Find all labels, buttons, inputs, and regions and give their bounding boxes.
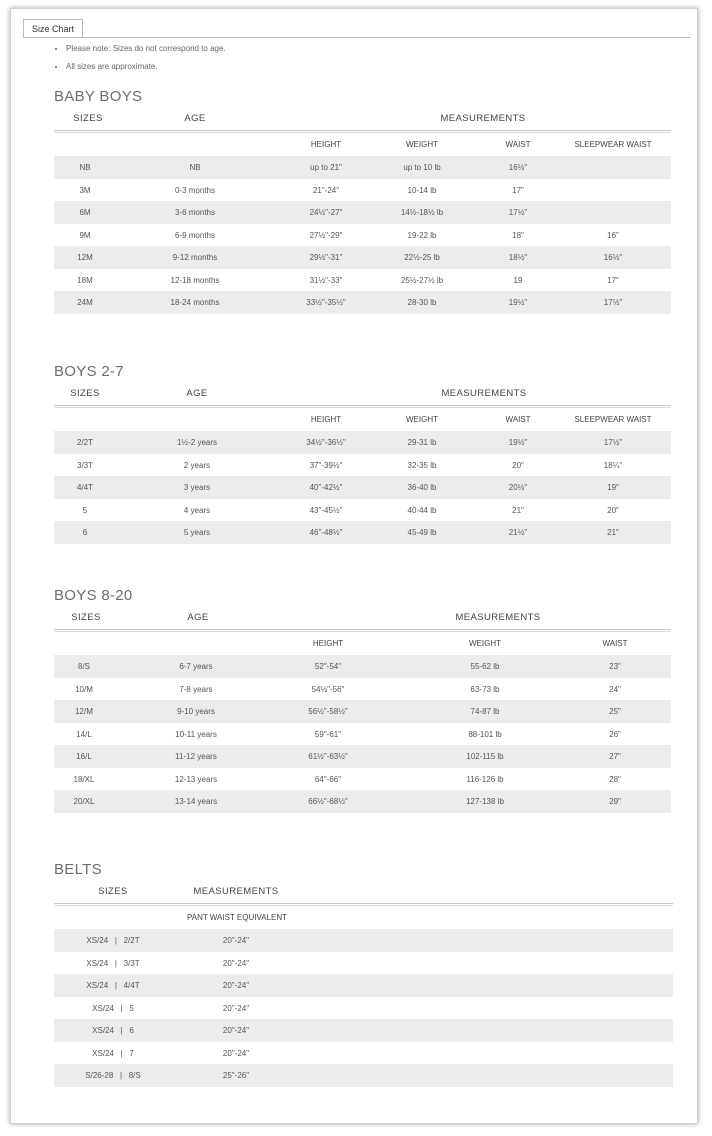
- table-row: [54, 700, 671, 723]
- table-cell: 88-101 lb: [468, 729, 502, 739]
- table-title: BELTS: [54, 861, 102, 878]
- header-measurements: MEASUREMENTS: [193, 886, 279, 897]
- table-cell: 27": [609, 752, 621, 761]
- table-cell: 18/XL: [73, 774, 95, 784]
- table-cell: 18½": [508, 253, 528, 262]
- table-cell: 4 years: [183, 505, 211, 515]
- table-cell: 17½": [603, 438, 623, 447]
- table-cell: 7-8 years: [179, 684, 213, 694]
- table-cell: XS/24 | 6: [92, 1026, 134, 1035]
- table-cell: 20"-24": [222, 1003, 250, 1013]
- table-row: [54, 790, 671, 813]
- header-measurements: MEASUREMENTS: [455, 612, 541, 623]
- header-sizes: SIZES: [98, 886, 128, 897]
- table-row: [54, 1019, 673, 1042]
- subheader-waist: WAIST: [602, 639, 628, 648]
- subheader-waist: WAIST: [505, 415, 531, 424]
- table-cell: 25": [609, 707, 621, 716]
- table-cell: XS/24 | 4/4T: [86, 981, 140, 990]
- table-cell: 36-40 lb: [407, 483, 437, 492]
- table-row: [54, 269, 671, 292]
- table-header: [54, 112, 671, 131]
- table-cell: 66½"-68½": [308, 797, 348, 806]
- table-cell: 6: [82, 528, 88, 537]
- table-row: [54, 476, 671, 499]
- tab-size-chart[interactable]: Size Chart: [23, 19, 83, 38]
- table-cell: 27½"-29": [309, 230, 343, 240]
- table-cell: 22½-25 lb: [404, 253, 440, 262]
- subheader-pant-waist-equivalent: PANT WAIST EQUIVALENT: [186, 913, 288, 922]
- table-row: [54, 499, 671, 522]
- table-cell: 17½": [603, 298, 623, 307]
- table-row: [54, 929, 673, 952]
- table-cell: 20"-24": [222, 1048, 250, 1058]
- table-cell: 20"-24": [222, 1026, 250, 1035]
- subheader-waist: WAIST: [505, 140, 531, 149]
- table-cell: 23": [609, 662, 621, 671]
- table-body: [54, 156, 671, 314]
- table-cell: 2 years: [183, 460, 211, 470]
- table-cell: 19½": [508, 438, 528, 447]
- table-row: [54, 974, 673, 997]
- table-cell: 55-62 lb: [470, 662, 500, 671]
- table-cell: 16": [607, 230, 619, 240]
- table-cell: XS/24 | 7: [92, 1048, 134, 1058]
- table-cell: 20/XL: [73, 797, 95, 806]
- table-cell: 20": [607, 505, 619, 515]
- table-row: [54, 179, 671, 202]
- subheader-weight: WEIGHT: [469, 639, 501, 648]
- table-cell: 6-7 years: [179, 662, 213, 671]
- table-cell: 20"-24": [222, 958, 250, 968]
- header-sizes: SIZES: [70, 388, 100, 399]
- table-cell: 24M: [77, 298, 93, 307]
- table-cell: 16½": [603, 253, 623, 262]
- subheader-sleepwear-waist: SLEEPWEAR WAIST: [574, 415, 652, 424]
- header-age: AGE: [184, 113, 206, 124]
- table-cell: 16½": [508, 163, 528, 172]
- table-row: [54, 246, 671, 269]
- table-row: [54, 291, 671, 314]
- table-cell: 54½"-56": [311, 684, 345, 694]
- table-cell: 9M: [79, 230, 91, 240]
- table-row: [54, 1064, 673, 1087]
- header-sizes: SIZES: [73, 113, 103, 124]
- header-age: AGE: [186, 388, 208, 399]
- table-cell: 18-24 months: [170, 298, 220, 307]
- table-cell: 18M: [77, 275, 93, 285]
- table-cell: up to 21": [310, 163, 342, 172]
- table-cell: 63-73 lb: [470, 684, 500, 694]
- table-cell: NB: [189, 163, 201, 172]
- tab-bar: [23, 9, 691, 37]
- subheader-weight: WEIGHT: [406, 415, 438, 424]
- table-cell: 43"-45½": [309, 505, 343, 515]
- subheader-weight: WEIGHT: [406, 140, 438, 149]
- table-cell: 17": [607, 275, 619, 285]
- header-age: AGE: [187, 612, 209, 623]
- table-cell: 3-6 months: [174, 208, 216, 217]
- subheader-height: HEIGHT: [310, 140, 342, 149]
- table-cell: 9-10 years: [177, 707, 215, 716]
- table-cell: 33½"-35½": [306, 298, 346, 307]
- table-cell: 5: [82, 505, 88, 515]
- table-cell: 25½-27½ lb: [400, 275, 444, 285]
- table-cell: 3/3T: [76, 460, 94, 470]
- header-sizes: SIZES: [71, 612, 101, 623]
- table-cell: 19": [607, 483, 619, 492]
- table-row: [54, 521, 671, 544]
- table-cell: 16/L: [76, 752, 92, 761]
- table-cell: NB: [79, 163, 91, 172]
- table-cell: 31½"-33": [309, 275, 343, 285]
- table-cell: 14½-18½ lb: [400, 208, 444, 217]
- table-cell: 20"-24": [222, 936, 250, 945]
- header-measurements: MEASUREMENTS: [440, 113, 526, 124]
- table-cell: 12/M: [75, 707, 93, 716]
- tab-divider: [23, 37, 691, 38]
- table-cell: XS/24 | 2/2T: [86, 936, 140, 945]
- table-cell: 6M: [79, 208, 91, 217]
- table-cell: 64"-66": [314, 774, 342, 784]
- table-row: [54, 156, 671, 179]
- table-cell: 10-11 years: [175, 729, 217, 739]
- table-row: [54, 723, 671, 746]
- table-body: [54, 655, 671, 813]
- notes-list: [53, 40, 226, 76]
- subheader-sleepwear-waist: SLEEPWEAR WAIST: [574, 140, 652, 149]
- table-cell: 12-18 months: [170, 275, 220, 285]
- table-subheader: [54, 132, 671, 155]
- table-subheader: [54, 631, 671, 654]
- table-title: BOYS 8-20: [54, 587, 133, 604]
- table-cell: 28-30 lb: [407, 298, 437, 307]
- note-item: • All sizes are approximate.: [66, 58, 226, 76]
- table-cell: XS/24 | 3/3T: [86, 958, 140, 968]
- table-cell: 37"-39½": [309, 460, 343, 470]
- table-row: [54, 678, 671, 701]
- table-header: [54, 387, 671, 406]
- table-cell: 20": [512, 460, 524, 470]
- table-cell: 32-35 lb: [407, 460, 437, 470]
- table-row: [54, 768, 671, 791]
- table-cell: 9-12 months: [172, 253, 218, 262]
- table-cell: 29": [609, 797, 621, 806]
- table-cell: 20½": [508, 483, 528, 492]
- table-row: [54, 952, 673, 975]
- table-cell: 18": [512, 230, 524, 240]
- table-title: BOYS 2-7: [54, 363, 124, 380]
- table-cell: 34½"-36½": [306, 438, 346, 447]
- table-cell: 127-138 lb: [466, 797, 504, 806]
- table-cell: 8/S: [77, 662, 91, 671]
- subheader-height: HEIGHT: [312, 639, 344, 648]
- table-cell: 24½"-27": [309, 208, 343, 217]
- table-row: [54, 454, 671, 477]
- table-cell: 13-14 years: [174, 797, 218, 806]
- table-cell: 21": [512, 505, 524, 515]
- table-subheader: [54, 407, 671, 430]
- table-cell: XS/24 | 5: [92, 1003, 134, 1013]
- table-cell: 59"-61": [314, 729, 342, 739]
- table-cell: 17": [512, 185, 524, 195]
- table-body: [54, 929, 673, 1087]
- table-cell: 18¼": [603, 460, 623, 470]
- table-cell: 19: [513, 275, 523, 285]
- table-row: [54, 655, 671, 678]
- table-cell: 21": [607, 528, 619, 537]
- table-cell: 6-9 months: [174, 230, 216, 240]
- table-cell: 19½": [508, 298, 528, 307]
- table-cell: 40"-42½": [309, 483, 343, 492]
- table-cell: 29½"-31": [309, 253, 343, 262]
- subheader-height: HEIGHT: [310, 415, 342, 424]
- table-cell: 12M: [77, 253, 93, 262]
- table-cell: 21½": [508, 528, 528, 537]
- table-cell: 116-126 lb: [466, 774, 504, 784]
- table-cell: 11-12 years: [175, 752, 217, 761]
- size-chart-window: [10, 8, 698, 1124]
- table-cell: 0-3 months: [174, 185, 216, 195]
- table-cell: 24": [609, 684, 621, 694]
- table-cell: S/26-28 | 8/S: [85, 1071, 141, 1080]
- table-cell: 14/L: [76, 729, 92, 739]
- table-row: [54, 1042, 673, 1065]
- table-cell: 45-49 lb: [407, 528, 437, 537]
- table-subheader: [54, 905, 673, 928]
- table-cell: 40-44 lb: [407, 505, 437, 515]
- table-header: [54, 611, 671, 630]
- header-measurements: MEASUREMENTS: [441, 388, 527, 399]
- table-cell: 10-14 lb: [407, 185, 437, 195]
- table-row: [54, 431, 671, 454]
- table-cell: 4/4T: [76, 483, 94, 492]
- table-cell: 21"-24": [312, 185, 340, 195]
- table-header: [54, 885, 673, 904]
- table-cell: 3M: [79, 185, 91, 195]
- table-cell: 102-115 lb: [466, 752, 504, 761]
- table-cell: 56½"-58½": [308, 707, 348, 716]
- table-cell: up to 10 lb: [403, 163, 441, 172]
- table-row: [54, 201, 671, 224]
- table-title: BABY BOYS: [54, 88, 143, 105]
- table-row: [54, 997, 673, 1020]
- table-cell: 74-87 lb: [470, 707, 500, 716]
- table-cell: 10/M: [75, 684, 93, 694]
- table-cell: 28": [609, 774, 621, 784]
- table-body: [54, 431, 671, 544]
- table-cell: 52"-54": [314, 662, 342, 671]
- table-cell: 2/2T: [76, 438, 94, 447]
- table-row: [54, 224, 671, 247]
- table-cell: 1½-2 years: [176, 438, 218, 447]
- table-cell: 3 years: [183, 483, 211, 492]
- table-cell: 61½"-63½": [308, 752, 348, 761]
- table-cell: 26": [609, 729, 621, 739]
- table-cell: 12-13 years: [174, 774, 218, 784]
- table-cell: 25"-26": [222, 1071, 250, 1080]
- table-cell: 17½": [508, 208, 528, 217]
- table-cell: 20"-24": [222, 981, 250, 990]
- table-cell: 46"-48½": [309, 528, 343, 537]
- table-cell: 19-22 lb: [407, 230, 437, 240]
- note-item: • Please note: Sizes do not correspond to age.: [66, 40, 226, 58]
- table-cell: 29-31 lb: [407, 438, 437, 447]
- table-cell: 5 years: [183, 528, 211, 537]
- table-row: [54, 745, 671, 768]
